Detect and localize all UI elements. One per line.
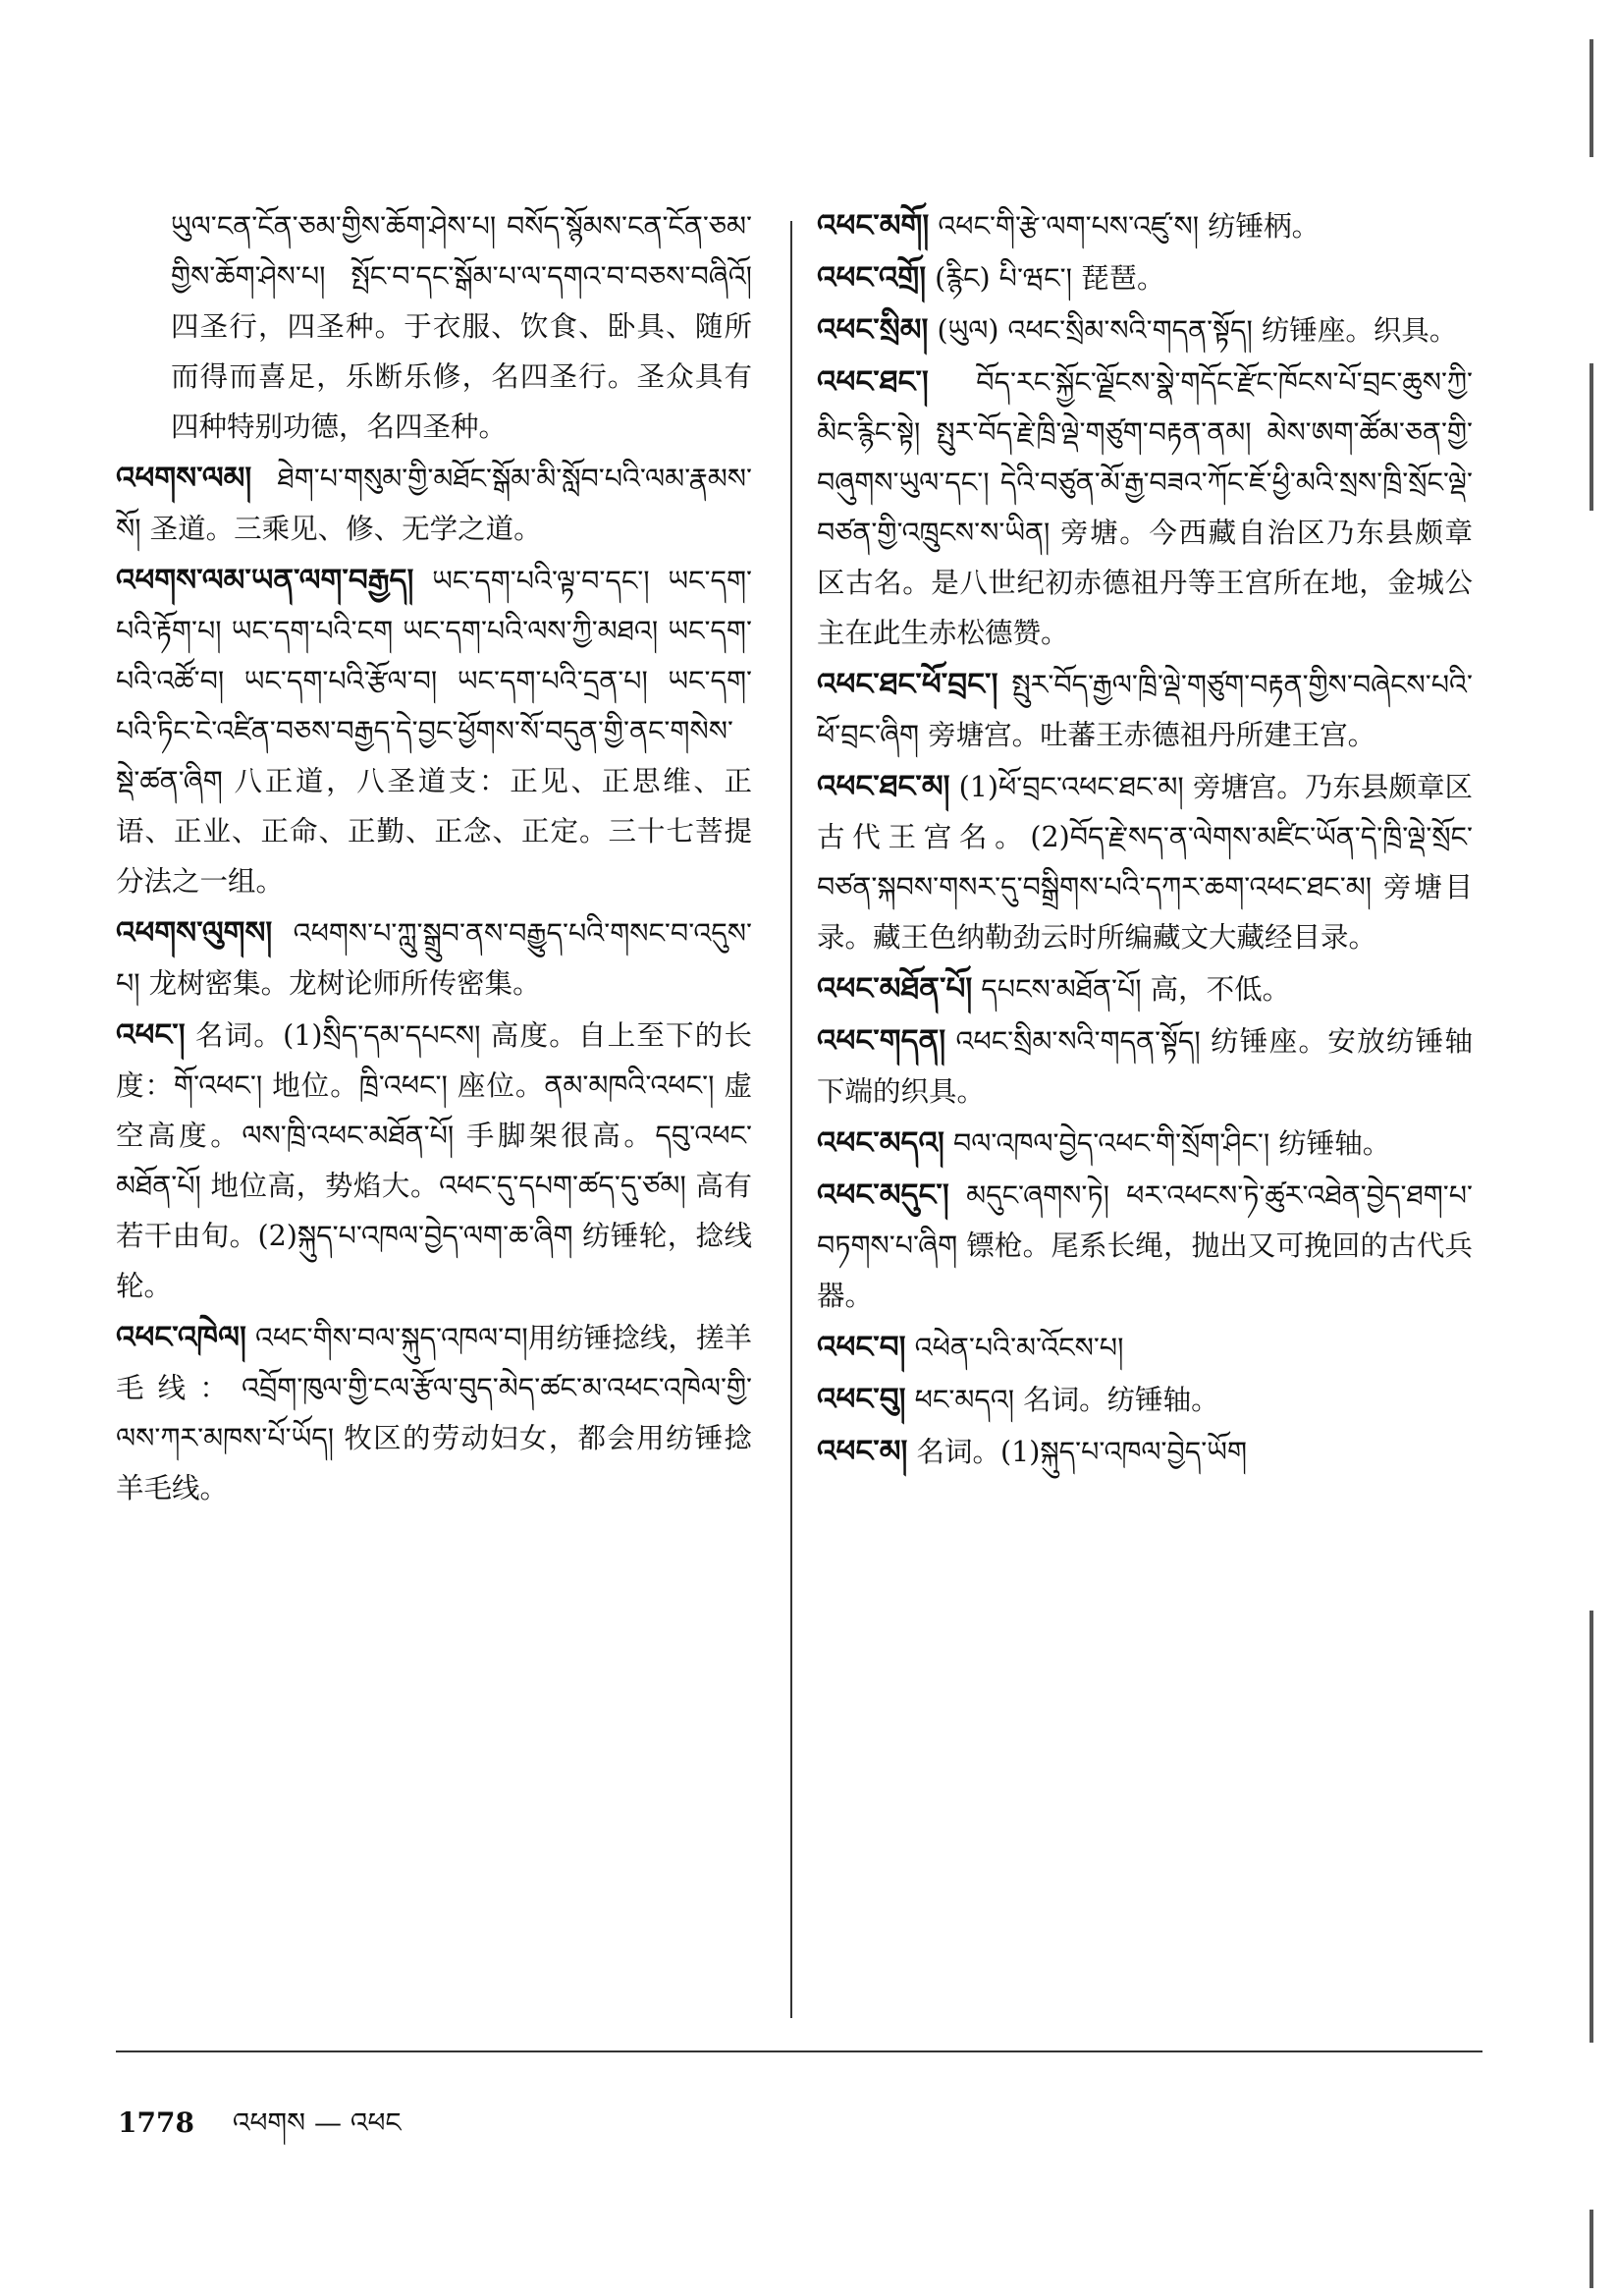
entry-text: འཕགས་པ་ཀླུ་སྒྲུབ་ནས་བརྒྱུད་པའི་གསང་བ་འདུས་པ། 龙树密集。龙树论师所传密集。 — [116, 917, 752, 1000]
entry-headword: འཕང་སྲིམ། — [817, 312, 929, 348]
entry-headword: འཕང་ཐང་ཕོ་བྲང་། — [817, 667, 998, 702]
entry-text: (1)ཕོ་བྲང་འཕང་ཐང་མ། 旁塘宫。乃东县颇章区古代王宫名。(2)བོད་རྗེ་སད་ན་ལེགས་མཛིང་ཡོན་དེ་ཁྲི་ལྡེ་སྲོང་བཙན་སྐབས་གསར་དུ་བསྒྲིགས་པའི་དཀར་ཆག་འཕང་ཐང་མ། 旁塘目录。藏王色纳勒劲云时所编藏文大藏经目录。 — [817, 771, 1473, 954]
entry-text: བོད་རང་སྐྱོང་ལྗོངས་སྣེ་གདོང་རྫོང་ཁོངས་པོ་བྲང་ཆུས་ཀྱི་མིང་རྙིང་སྟེ། སྤུར་བོད་རྗེ་ཁྲི་ལྡེ་གཙུག་བརྟན་ནམ། མེས་ཨག་ཚོམ་ཅན་གྱི་བཞུགས་ཡུལ་དང་། དེའི་བཙུན་མོ་རྒྱ་བཟའ་ཀོང་ཇོ་ཕྱི་མའི་སྲས་ཁྲི་སྲོང་ལྡེ་བཙན་གྱི་འཁྲུངས་ས་ཡིན། 旁塘。今西藏自治区乃东县颇章区古名。是八世纪初赤德祖丹等王宫所在地，金城公主在此生赤松德赞。 — [817, 366, 1473, 649]
entry-headword: འཕང་བུ། — [817, 1382, 906, 1417]
dictionary-entry — [817, 253, 1473, 303]
dictionary-entry — [817, 660, 1473, 760]
entry-headword: འཕང་གདན། — [817, 1023, 946, 1059]
entry-headword: འཕགས་ལམ་ཡན་ལག་བརྒྱད། — [116, 563, 414, 598]
entry-headword: འཕང་མདའ། — [817, 1125, 944, 1161]
entry-headword: འཕགས་ལུགས། — [116, 915, 273, 951]
entry-headword: འཕང་མ། — [817, 1434, 908, 1469]
entry-text: (ཡུལ) འཕང་སྲིམ་སའི་གདན་སྟོད། 纺锤座。织具。 — [937, 314, 1458, 347]
entry-text: 名词。(1)སྐུད་པ་འཁལ་བྱེད་ཡོག — [916, 1436, 1248, 1468]
entry-text: ཡུལ་ངན་ངོན་ཅམ་གྱིས་ཆོག་ཤེས་པ། བསོད་སྙོམས་ངན་ངོན་ཅམ་གྱིས་ཆོག་ཤེས་པ། སྤོང་བ་དང་སྒོམ་པ་ལ་དགའ་བ་བཅས་བཞིའོ། 四圣行，四圣种。于衣服、饮食、卧具、随所而得而喜足，乐断乐修，名四圣行。圣众具有四种特别功德，名四圣种。 — [171, 210, 752, 443]
entry-headword: འཕང་མདུང་། — [817, 1177, 949, 1213]
entry-text: འཕང་གིས་བལ་སྐུད་འཁལ་བ།用纺锤捻线，搓羊毛线：འབྲོག་ཁུལ་གྱི་ངལ་རྩོལ་བུད་མེད་ཚང་མ་འཕང་འཁེལ་གྱི་ལས་ཀར་མཁས་པོ་ཡོད། 牧区的劳动妇女，都会用纺锤捻羊毛线。 — [116, 1322, 752, 1504]
entry-headword: འཕང་ཐང་། — [817, 364, 929, 400]
entry-text: འཕང་སྲིམ་སའི་གདན་སྟོད། 纺锤座。安放纺锤轴下端的织具。 — [817, 1025, 1473, 1108]
footer-rule — [116, 2050, 1482, 2052]
entry-text: ཕང་མདའ། 名词。纺锤轴。 — [914, 1384, 1219, 1416]
entry-headword: འཕང་འགྲོ། — [817, 260, 927, 296]
dictionary-entry — [817, 305, 1473, 355]
entry-text: (རྙིང) པི་ཝང་། 琵琶。 — [935, 262, 1165, 295]
dictionary-entry — [817, 357, 1473, 658]
dictionary-entry — [817, 1171, 1473, 1321]
entry-headword: འཕང་མགོ། — [817, 208, 930, 244]
entry-headword: འཕང་བ། — [817, 1330, 906, 1365]
right-column — [817, 201, 1473, 1479]
page-footer — [118, 2092, 402, 2169]
entry-text: ཡང་དག་པའི་ལྟ་བ་དང་། ཡང་དག་པའི་རྟོག་པ། ཡང་དག་པའི་ངག ཡང་དག་པའི་ལས་ཀྱི་མཐའ། ཡང་དག་པའི་འཚོ་བ། ཡང་དག་པའི་རྩོལ་བ། ཡང་དག་པའི་དྲན་པ། ཡང་དག་པའི་ཏིང་ངེ་འཛིན་བཅས་བརྒྱད་དེ་བྱང་ཕྱོགས་སོ་བདུན་གྱི་ནང་གསེས་སྡེ་ཚན་ཞིག 八正道，八圣道支：正见、正思维、正语、正业、正命、正勤、正念、正定。三十七菩提分法之一组。 — [116, 565, 752, 898]
dictionary-entry — [116, 1313, 752, 1513]
dictionary-entry — [116, 1011, 752, 1311]
dictionary-entry — [817, 1375, 1473, 1425]
entry-text: ཐེག་པ་གསུམ་གྱི་མཐོང་སྒོམ་མི་སློབ་པའི་ལམ་རྣམས་སོ། 圣道。三乘见、修、无学之道。 — [116, 463, 752, 545]
page-range: འཕགས — འཕང — [232, 2106, 402, 2139]
dictionary-entry — [817, 1323, 1473, 1373]
entry-text: མདུང་ཞགས་ཏེ། ཕར་འཕངས་ཏེ་ཚུར་འཐེན་བྱེད་ཐག་པ་བཏགས་པ་ཞིག 镖枪。尾系长绳，抛出又可挽回的古代兵器。 — [817, 1179, 1473, 1312]
dictionary-entry — [817, 201, 1473, 251]
entry-headword: འཕང་མཐོན་པོ། — [817, 971, 973, 1007]
dictionary-entry — [817, 762, 1473, 962]
scan-edge-marks — [1578, 0, 1607, 2296]
dictionary-entry — [817, 1427, 1473, 1477]
page-number: 1778 — [118, 2106, 194, 2139]
entry-text: བལ་འཁལ་བྱེད་འཕང་གི་སྲོག་ཤིང་། 纺锤轴。 — [952, 1127, 1391, 1160]
dictionary-entry — [116, 908, 752, 1009]
entry-text: དཔངས་མཐོན་པོ། 高，不低。 — [981, 973, 1291, 1006]
entry-headword: འཕགས་ལམ། — [116, 461, 252, 496]
column-divider — [790, 221, 792, 2018]
dictionary-entry — [116, 201, 752, 452]
dictionary-entry — [116, 556, 752, 906]
dictionary-entry — [817, 964, 1473, 1014]
dictionary-entry — [817, 1119, 1473, 1169]
entry-text: སྤུར་བོད་རྒྱལ་ཁྲི་ལྡེ་གཙུག་བརྟན་གྱིས་བཞེངས་པའི་ཕོ་བྲང་ཞིག 旁塘宫。吐蕃王赤德祖丹所建王宫。 — [817, 669, 1473, 751]
entry-headword: འཕང་འཁེལ། — [116, 1320, 246, 1355]
entry-headword: འཕང་། — [116, 1017, 186, 1053]
dictionary-entry — [116, 454, 752, 554]
entry-text: འཕང་གི་རྩེ་ལག་པས་འཛུ་ས། 纺锤柄。 — [938, 210, 1321, 243]
left-column — [116, 201, 752, 1515]
entry-text: འཕེན་པའི་མ་འོངས་པ། — [914, 1332, 1124, 1364]
entry-headword: འཕང་ཐང་མ། — [817, 769, 950, 804]
dictionary-entry — [817, 1016, 1473, 1117]
entry-text: 名词。(1)སྲིད་དམ་དཔངས། 高度。自上至下的长度：གོ་འཕང་། 地位。ཁྲི་འཕང་། 座位。ནམ་མཁའི་འཕང་། 虚空高度。ལས་ཁྲི་འཕང་མཐོན་པོ། 手脚架很高。དབུ་འཕང་མཐོན་པོ། 地位高，势焰大。འཕང་དུ་དཔག་ཚད་དུ་ཙམ། 高有若干由旬。(2)སྐུད་པ་འཁལ་བྱེད་ལག་ཆ་ཞིག 纺锤轮，捻线轮。 — [116, 1019, 752, 1302]
